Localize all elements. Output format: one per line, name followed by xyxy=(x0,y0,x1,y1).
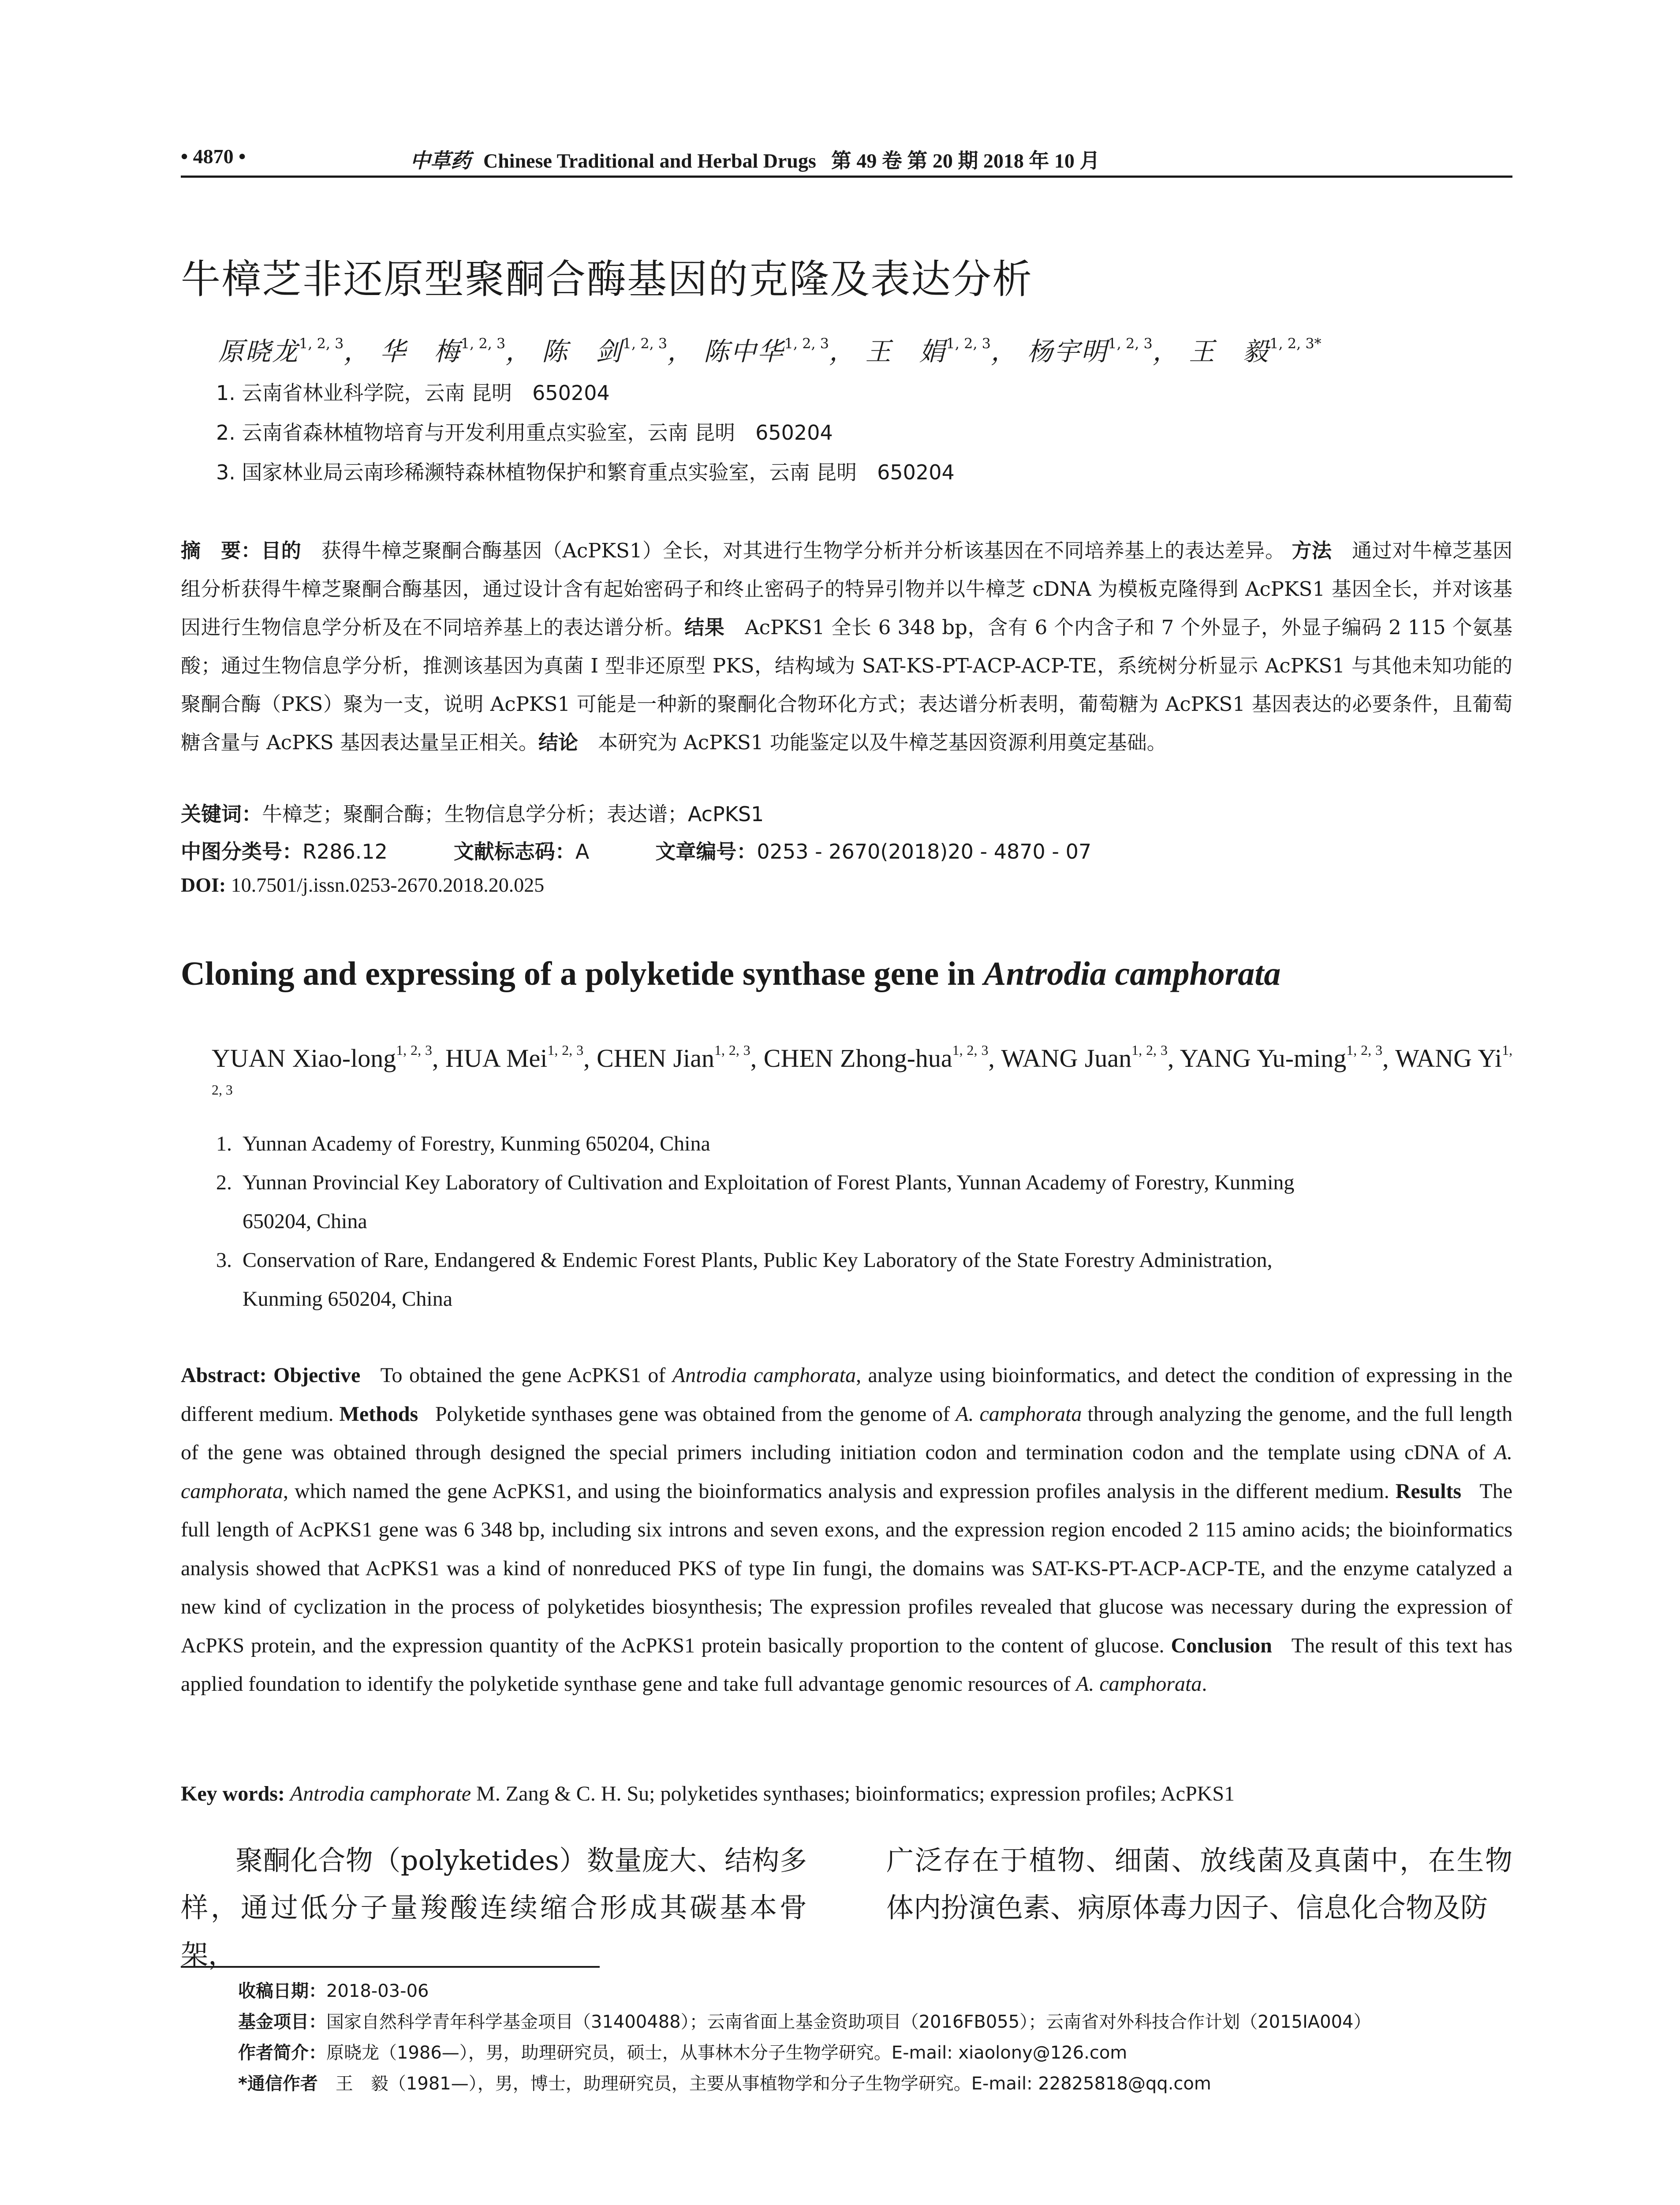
body-text-left-column: 聚酮化合物（polyketides）数量庞大、结构多样，通过低分子量羧酸连续缩合形成其碳基本骨架， xyxy=(181,1844,807,1971)
author-sup: 1, 2, 3 xyxy=(946,335,991,352)
author-cn: 华 梅 xyxy=(380,336,461,366)
author-cn: 陈 剑 xyxy=(541,336,623,366)
doi-label: DOI: xyxy=(181,874,226,896)
keywords-cn-text: 牛樟芝；聚酮合酶；生物信息学分析；表达谱；AcPKS1 xyxy=(262,802,764,826)
species-name: Antrodia camphorata xyxy=(672,1364,856,1387)
footnote-label: *通信作者 xyxy=(238,2074,318,2094)
author-sup: 1, 2, 3 xyxy=(299,335,344,352)
clc-label: 中图分类号： xyxy=(181,840,302,863)
affiliation-en-1 xyxy=(216,1125,1512,1163)
species-name: A. camphorata xyxy=(956,1402,1082,1426)
keywords-en-label: Key words: xyxy=(181,1782,285,1805)
author-cn: 王 毅 xyxy=(1189,336,1270,366)
footnote-received xyxy=(238,1976,1512,2007)
objective-text-en: To obtained the gene AcPKS1 of xyxy=(380,1364,672,1387)
doi-line xyxy=(181,873,544,897)
keywords-cn-label: 关键词： xyxy=(181,802,262,826)
journal-logo-cn: 中草药 xyxy=(410,149,471,172)
results-text-cn: AcPKS1 全长 6 348 bp，含有 6 个内含子和 7 个外显子，外显子编码 2 115 个氨基酸；通过生物信息学分析，推测该基因为真菌 I 型非还原型 PKS，结构域为 SAT-KS-PT-ACP-ACP-TE，系统树分析显示 AcPKS1 与其他未知功能的聚酮合酶（PKS）聚为一支，说明 AcPKS1 可能是一种新的聚酮化合物环化方式；表达谱分析表明，葡萄糖为 AcPKS1 基因表达的必要条件，且葡萄糖含量与 AcPKS 基因表达量呈正相关。 xyxy=(181,616,1512,754)
author-sup: 1, 2, 3 xyxy=(622,335,668,352)
affiliation-number: 3. xyxy=(216,1248,232,1272)
running-header xyxy=(181,140,1512,178)
author-en: WANG Yi xyxy=(1395,1044,1502,1073)
doi-value[interactable]: 10.7501/j.issn.0253-2670.2018.20.025 xyxy=(231,874,545,896)
page-number: • 4870 • xyxy=(181,145,246,168)
footnote-author xyxy=(238,2037,1512,2068)
conclusion-text-cn: 本研究为 AcPKS1 功能鉴定以及牛樟芝基因资源利用奠定基础。 xyxy=(598,731,1167,754)
results-text-en: The full length of AcPKS1 gene was 6 348 bp, including six introns and seven exons, and the expression region encoded 2 115 amino acids; the bioinformatics analysis showed that AcPKS1 was a kind of nonreduced PKS of type Iin fungi, the domains was SAT-KS-PT-ACP-ACP-TE, and the enzyme catalyzed a new kind of cyclization in the process of polyketides biosynthesis; The expression profiles revealed that glucose was necessary during the expression of AcPKS protein, and the expression quantity of the AcPKS1 protein basically proportion to the content of glucose. xyxy=(181,1479,1512,1657)
footnote-text: 国家自然科学青年科学基金项目（31400488）；云南省面上基金资助项目（2016FB055）；云南省对外科技合作计划（2015IA004） xyxy=(326,2012,1371,2032)
footnotes xyxy=(238,1976,1512,2099)
article-title-cn: 牛樟芝非还原型聚酮合酶基因的克隆及表达分析 xyxy=(181,256,1033,303)
conclusion-text-en: . xyxy=(1202,1672,1207,1696)
objective-text-cn: 获得牛樟芝聚酮合酶基因（AcPKS1）全长，对其进行生物学分析并分析该基因在不同培养基上的表达差异。 xyxy=(321,539,1285,562)
author-cn: 杨宇明 xyxy=(1027,336,1108,366)
author-en: CHEN Jian xyxy=(597,1044,714,1073)
clc-value: R286.12 xyxy=(302,840,388,863)
author-cn: 陈中华 xyxy=(703,336,784,366)
title-en-main: Cloning and expressing of a polyketide synthase gene in xyxy=(181,955,984,992)
title-en-species: Antrodia camphorata xyxy=(983,955,1281,992)
author-sup: 1, 2, 3 xyxy=(547,1042,584,1058)
author-sup: 1, 2, 3 xyxy=(1346,1042,1383,1058)
footnote-fund xyxy=(238,2007,1512,2037)
author-en: WANG Juan xyxy=(1001,1044,1132,1073)
footnote-label: 作者简介： xyxy=(238,2043,326,2063)
affiliation-cn-2: 2. 云南省森林植物培育与开发利用重点实验室，云南 昆明 650204 xyxy=(216,421,833,445)
species-name: A. camphorata xyxy=(1076,1672,1202,1696)
author-en: YUAN Xiao-long xyxy=(212,1044,396,1073)
author-en: CHEN Zhong-hua xyxy=(763,1044,952,1073)
results-label-en: Results xyxy=(1395,1479,1462,1503)
species-name: A. camphorata xyxy=(181,1441,1512,1503)
doc-code-value: A xyxy=(575,840,590,863)
author-en: HUA Mei xyxy=(445,1044,548,1073)
keywords-cn xyxy=(181,798,764,827)
author-sup: 1, 2, 3 xyxy=(212,1042,1513,1098)
affiliation-number: 1. xyxy=(216,1132,232,1155)
author-list-cn: 原晓龙$^{1, 2, 3}$， 华 梅$^{1, 2, 3}$， 陈 剑$^{1, 2, 3}$， 陈中华$^{1, 2, 3}$， 王 娟$^{1, 2, 3}$， 杨宇明$^{1, 2, 3}$， 王 毅$^{1, 2, 3*}$ xyxy=(218,335,1322,366)
doc-code-label: 文献标志码： xyxy=(453,840,575,863)
affiliation-text: Conservation of Rare, Endangered & Endemic Forest Plants, Public Key Laboratory of the State Forestry Administration, xyxy=(243,1248,1273,1272)
article-no-value: 0253 - 2670(2018)20 - 4870 - 07 xyxy=(757,840,1092,863)
methods-text-en: through analyzing the genome, and the full length of the gene was obtained through designed the special primers including initiation codon and termination codon and the template using cDNA of xyxy=(181,1402,1512,1464)
abstract-cn-label: 摘 要： xyxy=(181,539,261,562)
author-sup: 1, 2, 3 xyxy=(952,1042,989,1058)
author-sup: 1, 2, 3 xyxy=(784,335,829,352)
author-sup: 1, 2, 3 xyxy=(1131,1042,1168,1058)
author-sup: 1, 2, 3 xyxy=(460,335,506,352)
affiliation-text-cont: Kunming 650204, China xyxy=(243,1287,452,1311)
author-sup: 1, 2, 3* xyxy=(1269,335,1322,352)
footnote-text: 原晓龙（1986—），男，助理研究员，硕士，从事林木分子生物学研究。E-mail: xiaolony@126.com xyxy=(326,2043,1127,2063)
author-sup: 1, 2, 3 xyxy=(396,1042,432,1058)
keywords-en-species: Antrodia camphorate xyxy=(290,1782,471,1805)
classification-line xyxy=(181,836,1091,865)
results-label-cn: 结果 xyxy=(684,616,725,639)
footnote-text: 王 毅（1981—），男，博士，助理研究员，主要从事植物学和分子生物学研究。E-mail: 22825818@qq.com xyxy=(335,2074,1211,2094)
author-en: YANG Yu-ming xyxy=(1180,1044,1347,1073)
author-sup: 1, 2, 3 xyxy=(1108,335,1153,352)
conclusion-label-en: Conclusion xyxy=(1171,1633,1272,1657)
conclusion-text-en: The result of this text has applied foundation to identify the polyketide synthase gene and take full advantage genomic resources of xyxy=(181,1633,1513,1696)
abstract-en xyxy=(181,1356,1512,1704)
keywords-en-text: M. Zang & C. H. Su; polyketides synthases; bioinformatics; expression profiles; AcPKS1 xyxy=(471,1782,1235,1805)
methods-text-en: , which named the gene AcPKS1, and using the bioinformatics analysis and expression profiles analysis in the different medium. xyxy=(283,1479,1389,1503)
author-cn: 原晓龙 xyxy=(218,336,299,366)
footnote-divider xyxy=(181,1966,600,1968)
methods-label-en: Methods xyxy=(339,1402,418,1426)
keywords-en xyxy=(181,1782,1235,1806)
journal-header xyxy=(410,145,1100,174)
author-cn: 王 娟 xyxy=(865,336,946,366)
footnote-label: 基金项目： xyxy=(238,2012,326,2032)
methods-text-cn: 通过对牛樟芝基因组分析获得牛樟芝聚酮合酶基因，通过设计含有起始密码子和终止密码子的特异引物并以牛樟芝 cDNA 为模板克隆得到 AcPKS1 基因全长，并对该基因进行生物信息学分析及在不同培养基上的表达谱分析。 xyxy=(181,539,1512,639)
affiliation-cn-3: 3. 国家林业局云南珍稀濒特森林植物保护和繁育重点实验室，云南 昆明 650204 xyxy=(216,460,955,484)
journal-name-en: Chinese Traditional and Herbal Drugs xyxy=(483,149,816,172)
affiliation-text: Yunnan Provincial Key Laboratory of Cultivation and Exploitation of Forest Plants, Yunnan Academy of Forestry, Kunming xyxy=(243,1171,1295,1194)
article-title-en xyxy=(181,955,1281,993)
affiliation-en-3 xyxy=(216,1241,1512,1319)
article-no-label: 文章编号： xyxy=(655,840,757,863)
journal-issue: 第 49 卷 第 20 期 2018 年 10 月 xyxy=(831,149,1100,172)
affiliation-number: 2. xyxy=(216,1171,232,1194)
objective-text-en: , analyze using bioinformatics, and detect the condition of expressing in the different medium. xyxy=(181,1364,1513,1426)
affiliation-text-cont: 650204, China xyxy=(243,1210,367,1233)
body-text-right-column: 广泛存在于植物、细菌、放线菌及真菌中，在生物体内扮演色素、病原体毒力因子、信息化合物及防 xyxy=(886,1844,1512,1924)
affiliation-text: Yunnan Academy of Forestry, Kunming 650204, China xyxy=(243,1132,710,1155)
footnote-label: 收稿日期： xyxy=(238,1981,326,2001)
abstract-en-label: Abstract: Objective xyxy=(181,1364,361,1387)
methods-label-cn: 方法 xyxy=(1292,539,1332,562)
footnote-text: 2018-03-06 xyxy=(326,1981,429,2001)
conclusion-label-cn: 结论 xyxy=(538,731,579,754)
methods-text-en: Polyketide synthases gene was obtained from the genome of xyxy=(435,1402,956,1426)
author-sup: 1, 2, 3 xyxy=(714,1042,750,1058)
author-list-en: YUAN Xiao-long$^{1, 2, 3}$, HUA Mei$^{1, 2, 3}$, CHEN Jian$^{1, 2, 3}$, CHEN Zhong-hua$^{1, 2, 3}$, WANG Juan$^{1, 2, 3}$, YANG Yu-ming$^{1, 2, 3}$, WANG Yi$^{1, 2, 3}$ xyxy=(212,1042,1513,1098)
objective-label-cn: 目的 xyxy=(261,539,302,562)
abstract-cn xyxy=(181,531,1512,762)
footnote-corresponding xyxy=(238,2068,1512,2099)
affiliation-cn-1: 1. 云南省林业科学院，云南 昆明 650204 xyxy=(216,381,610,405)
affiliation-en-2 xyxy=(216,1163,1512,1241)
